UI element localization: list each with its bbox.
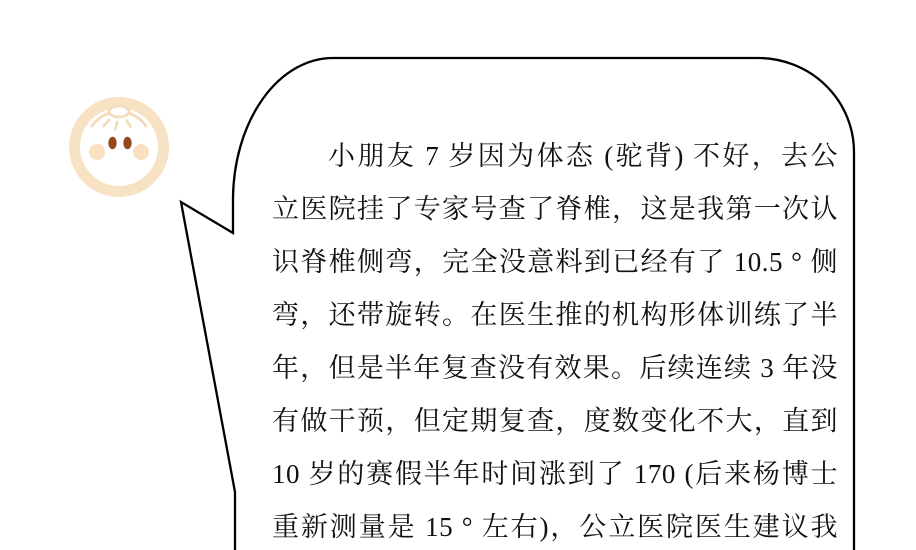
avatar-left-eye bbox=[108, 137, 116, 149]
message-line: 重新测量是 15 ° 左右)，公立医院医生建议我 bbox=[272, 512, 838, 542]
message-line: 小朋友 7 岁因为体态 (驼背) 不好，去公 bbox=[328, 141, 838, 171]
message-line: 识脊椎侧弯，完全没意料到已经有了 10.5 ° 侧 bbox=[272, 247, 838, 277]
avatar-right-eye bbox=[123, 137, 131, 149]
bun-mascot-avatar bbox=[67, 95, 171, 199]
bun-pleat-dash-mid bbox=[116, 122, 118, 129]
message-line: 立医院挂了专家号查了脊椎，这是我第一次认 bbox=[272, 194, 838, 224]
bun-topknot bbox=[109, 106, 129, 117]
chat-message-text bbox=[272, 130, 838, 550]
message-line: 有做干预，但定期复查，度数变化不大，直到 bbox=[272, 406, 838, 436]
message-line: 弯，还带旋转。在医生推的机构形体训练了半 bbox=[272, 300, 838, 330]
message-line: 10 岁的赛假半年时间涨到了 170 (后来杨博士 bbox=[272, 459, 838, 489]
message-line: 年，但是半年复查没有效果。后续连续 3 年没 bbox=[272, 353, 838, 383]
avatar-left-cheek bbox=[89, 144, 105, 160]
avatar-right-cheek bbox=[133, 144, 149, 160]
